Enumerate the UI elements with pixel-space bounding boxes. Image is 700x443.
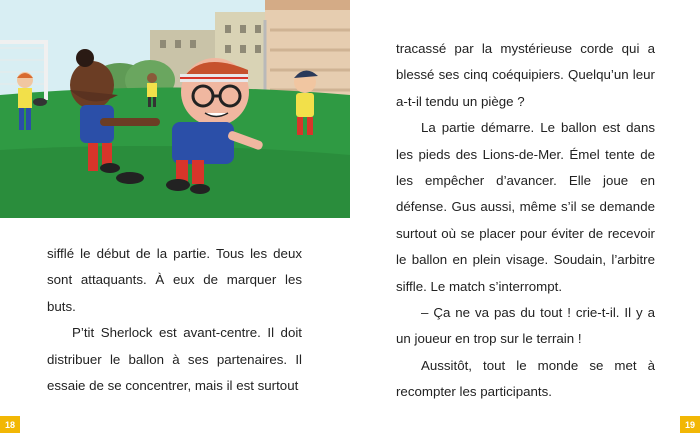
paragraph: – Ça ne va pas du tout ! crie-t-il. Il y a un joueur en trop sur le terrain ! [396,305,655,347]
left-page-text [47,241,302,399]
paragraph: tracassé par la mystérieuse corde qui a blessé ses cinq coéquipiers. Quelqu’un leur a-t-il tendu un piège ? [396,41,655,109]
paragraph: P’tit Sherlock est avant-centre. Il doit distribuer le ballon à ses partenaires. Il essaie de se concentrer, mais il est surtout [47,325,302,394]
right-page-text [396,36,655,406]
paragraph: sifflé le début de la partie. Tous les deux sont attaquants. À eux de marquer les buts. [47,246,302,314]
page-number: 19 [680,416,700,433]
paragraph: Aussitôt, tout le monde se met à recompter les participants. [396,357,655,400]
paragraph: La partie démarre. Le ballon est dans les pieds des Lions-de-Mer. Émel tente de les empêcher d’avancer. Elle joue en défense. Gus aussi, même s’il se demande surtout où se placer pour éviter de recevoir le ballon en plein visage. Soudain, l’arbitre siffle. Le match s’interrompt. [396,120,655,294]
soccer-match-illustration [0,0,350,218]
page-number: 18 [0,416,20,433]
